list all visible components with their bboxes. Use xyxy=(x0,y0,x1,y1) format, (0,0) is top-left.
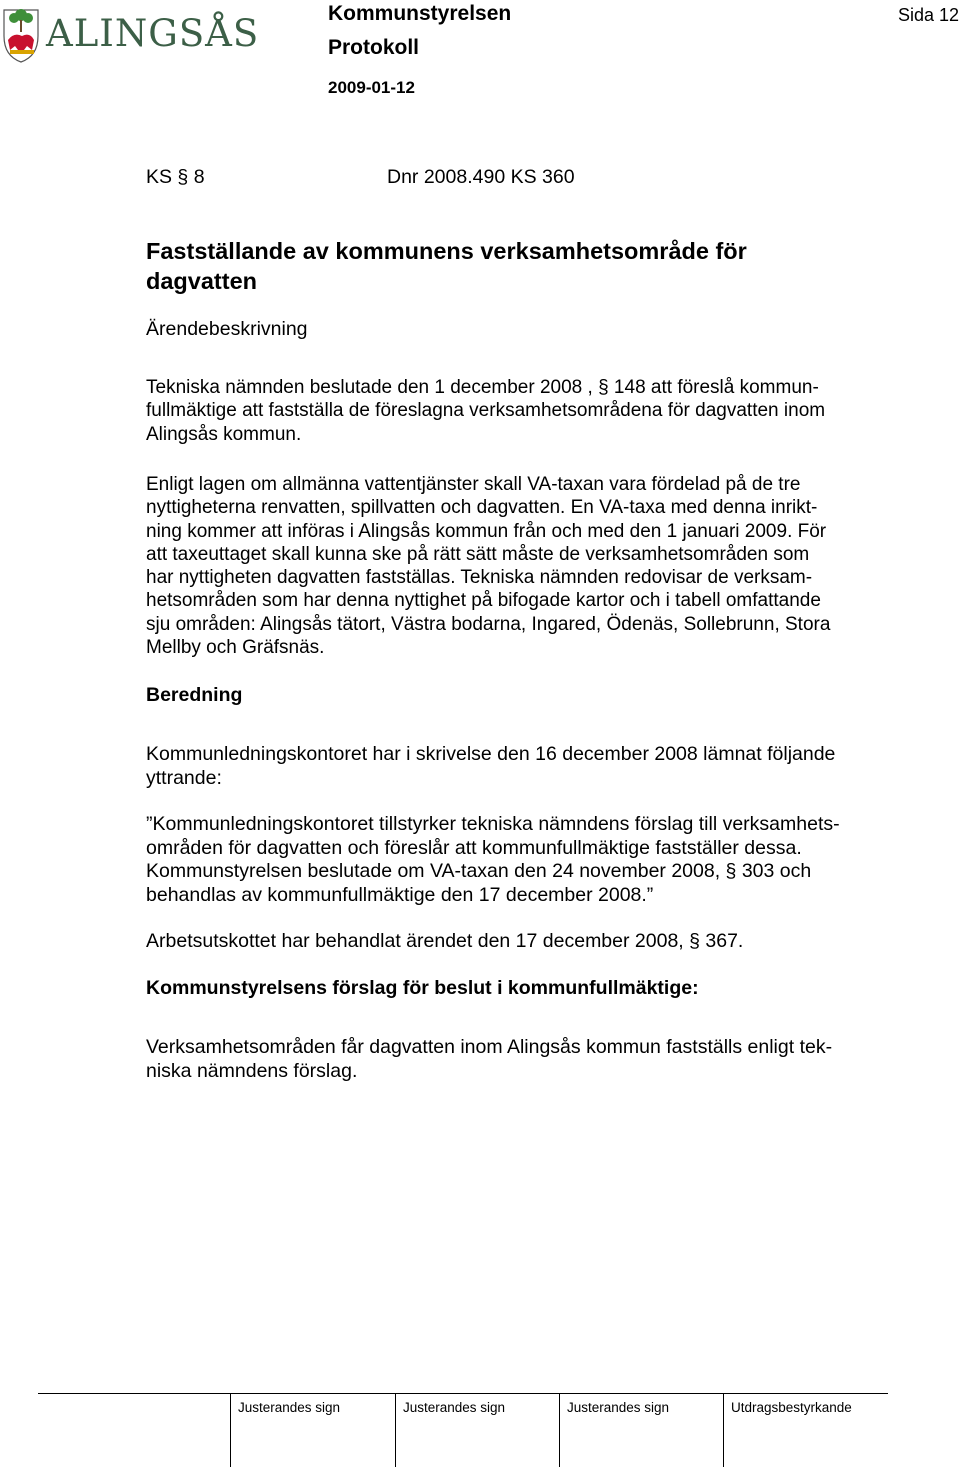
signature-field-label: Justerandes sign xyxy=(567,1400,670,1415)
text-line: Enligt lagen om allmänna vattentjänster skall VA-taxan vara fördelad på de tre xyxy=(146,474,801,495)
text-line: områden för dagvatten och föreslår att kommunfullmäktige fastställer dessa. xyxy=(146,836,802,859)
text-line: sju områden: Alingsås tätort, Västra bodarna, Ingared, Ödenäs, Sollebrunn, Stora xyxy=(146,613,831,635)
text-line: Alingsås kommun. xyxy=(146,423,302,445)
paragraph-arbetsutskottet: Arbetsutskottet har behandlat ärendet den 17 december 2008, § 367. xyxy=(146,930,744,952)
text-line: yttrande: xyxy=(146,766,222,789)
text-line: Mellby och Gräfsnäs. xyxy=(146,637,325,659)
text-line: Verksamhetsområden får dagvatten inom Alingsås kommun fastställs enligt tek- xyxy=(146,1036,833,1058)
diary-number: Dnr 2008.490 KS 360 xyxy=(387,166,575,188)
signature-field-label: Justerandes sign xyxy=(238,1400,341,1415)
text-line: nyttigheterna renvatten, spillvatten och dagvatten. En VA-taxa med denna inrikt- xyxy=(146,497,818,519)
document-organization: Kommunstyrelsen xyxy=(328,2,512,25)
text-line: behandlas av kommunfullmäktige den 17 december 2008.” xyxy=(146,883,654,906)
text-line: Kommunledningskontoret har i skrivelse den 16 december 2008 lämnat följande xyxy=(146,743,836,765)
signature-field-label: Justerandes sign xyxy=(403,1400,506,1415)
text-line: fullmäktige att fastställa de föreslagna verksamhetsområdena för dagvatten inom xyxy=(146,400,826,422)
text-line: har nyttigheten dagvatten fastställas. Tekniska nämnden redovisar de verksam- xyxy=(146,567,813,589)
text-line: hetsområden som har denna nyttighet på bifogade kartor och i tabell omfattande xyxy=(146,590,821,612)
text-line: Kommunstyrelsen beslutade om VA-taxan den 24 november 2008, § 303 och xyxy=(146,860,812,882)
text-line: niska nämndens förslag. xyxy=(146,1059,358,1082)
paragraph-kommunledningskontoret xyxy=(146,743,835,790)
svg-text:ALINGSÅS: ALINGSÅS xyxy=(46,12,260,55)
footer-column-divider xyxy=(559,1393,560,1467)
footer-column-divider xyxy=(395,1393,396,1467)
paragraph-quote xyxy=(146,813,840,907)
section-heading-forslag: Kommunstyrelsens förslag för beslut i kommunfullmäktige: xyxy=(146,977,699,999)
text-line: att taxeuttaget skall kunna ske på rätt sätt måste de verksamhetsområden som xyxy=(146,543,810,565)
text-line: Tekniska nämnden beslutade den 1 december 2008 , § 148 att föreslå kommun- xyxy=(146,377,819,398)
paragraph-beslut xyxy=(146,1036,832,1083)
extract-certification-label: Utdragsbestyrkande xyxy=(731,1400,852,1415)
title-line: Fastställande av kommunens verksamhetsområde för xyxy=(146,238,747,264)
municipality-logo xyxy=(0,0,260,66)
page-title xyxy=(146,236,747,296)
page-number: Sida 12 xyxy=(898,5,960,25)
document-date: 2009-01-12 xyxy=(328,78,415,97)
paragraph-number: KS § 8 xyxy=(146,166,205,188)
title-line: dagvatten xyxy=(146,268,257,294)
footer-column-divider xyxy=(230,1393,231,1467)
text-line: ning kommer att införas i Alingsås kommun från och med den 1 januari 2009. För xyxy=(146,520,827,542)
footer-column-divider xyxy=(723,1393,724,1467)
text-line: ”Kommunledningskontoret tillstyrker tekniska nämndens förslag till verksamhets- xyxy=(146,813,840,835)
section-heading-beredning: Beredning xyxy=(146,684,243,706)
paragraph-va-taxa xyxy=(146,473,830,659)
alingsas-coat-of-arms-icon xyxy=(0,0,260,66)
paragraph-decision xyxy=(146,376,825,446)
footer-divider xyxy=(38,1393,888,1394)
document-type: Protokoll xyxy=(328,36,420,59)
section-heading-arendebeskrivning: Ärendebeskrivning xyxy=(146,318,308,340)
